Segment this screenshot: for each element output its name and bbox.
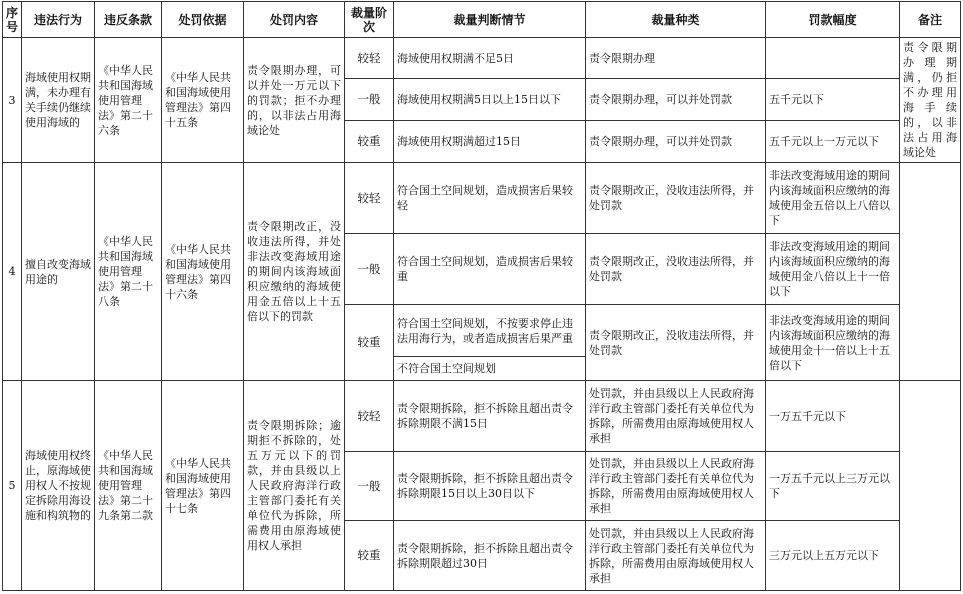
discretion-circumstance: 符合国土空间规划，造成损害后果较重 (394, 234, 586, 305)
header-circumstance: 裁量判断情节 (394, 2, 586, 38)
header-behavior: 违法行为 (22, 2, 95, 38)
discretion-circumstance: 符合国土空间规划，造成损害后果较轻 (394, 163, 586, 234)
discretion-kind: 责令限期办理，可以并处罚款 (586, 79, 766, 120)
discretion-kind: 处罚款，并由县级以上人民政府海洋行政主管部门委托有关单位代为拆除，所需费用由原海域使用权人承担 (586, 521, 766, 591)
row-number: 5 (3, 381, 22, 591)
discretion-level: 较重 (345, 305, 394, 381)
remark: 责令限期办理期满，仍拒不办理用海手续的，以非法占用海域论处 (900, 38, 961, 163)
violation-behavior: 海域使用权终止，原海域使用权人不按规定拆除用海设施和构筑物的 (22, 381, 95, 591)
penalty-content: 责令限期办理，可以并处一万元以下的罚款；拒不办理的，以非法占用海域论处 (244, 38, 345, 163)
discretion-level: 较轻 (345, 381, 394, 452)
penalty-basis: 《中华人民共和国海域使用管理法》第四十六条 (162, 163, 244, 381)
row-number: 4 (3, 163, 22, 381)
discretion-kind: 责令限期办理 (586, 38, 766, 79)
penalty-discretion-table (2, 1, 961, 591)
discretion-level: 一般 (345, 234, 394, 305)
discretion-kind: 处罚款，并由县级以上人民政府海洋行政主管部门委托有关单位代为拆除，所需费用由原海域使用权人承担 (586, 381, 766, 452)
fine-range: 非法改变海域用途的期间内该海域面积应缴纳的海域使用金十一倍以上十五倍以下 (766, 305, 900, 381)
discretion-kind: 责令限期改正，没收违法所得，并处罚款 (586, 234, 766, 305)
violated-clause: 《中华人民共和国海域使用管理法》第二十八条 (95, 163, 162, 381)
header-note: 备注 (900, 2, 961, 38)
fine-range: 一万五千元以上三万元以下 (766, 452, 900, 521)
penalty-basis: 《中华人民共和国海域使用管理法》第四十五条 (162, 38, 244, 163)
penalty-basis: 《中华人民共和国海域使用管理法》第四十七条 (162, 381, 244, 591)
header-basis: 处罚依据 (162, 2, 244, 38)
discretion-level: 较轻 (345, 38, 394, 79)
violated-clause: 《中华人民共和国海域使用管理法》第二十六条 (95, 38, 162, 163)
discretion-kind: 处罚款，并由县级以上人民政府海洋行政主管部门委托有关单位代为拆除，所需费用由原海域使用权人承担 (586, 452, 766, 521)
fine-range: 五千元以上一万元以下 (766, 120, 900, 162)
table-row (3, 38, 961, 79)
violation-behavior: 擅自改变海域用途的 (22, 163, 95, 381)
fine-range: 五千元以下 (766, 79, 900, 120)
header-level: 裁量阶次 (345, 2, 394, 38)
header-kind: 裁量种类 (586, 2, 766, 38)
header-content: 处罚内容 (244, 2, 345, 38)
table-row (3, 163, 961, 234)
remark (900, 163, 961, 381)
discretion-circumstance: 责令限期拆除，拒不拆除且超出责令拆除期限15日以上30日以下 (394, 452, 586, 521)
fine-range: 非法改变海域用途的期间内该海域面积应缴纳的海域使用金五倍以上八倍以下 (766, 163, 900, 234)
discretion-kind: 责令限期办理，可以并处罚款 (586, 120, 766, 162)
table-row (3, 381, 961, 452)
discretion-circumstance: 责令限期拆除，拒不拆除且超出责令拆除期限不满15日 (394, 381, 586, 452)
fine-range (766, 38, 900, 79)
remark (900, 381, 961, 591)
discretion-level: 一般 (345, 79, 394, 120)
fine-range: 三万元以上五万元以下 (766, 521, 900, 591)
discretion-circumstance: 海域使用权期满5日以上15日以下 (394, 79, 586, 120)
discretion-level: 一般 (345, 452, 394, 521)
fine-range: 非法改变海域用途的期间内该海域面积应缴纳的海域使用金八倍以上十一倍以下 (766, 234, 900, 305)
violated-clause: 《中华人民共和国海域使用管理法》第二十九条第二款 (95, 381, 162, 591)
discretion-circumstance: 海域使用权期满超过15日 (394, 120, 586, 162)
discretion-circumstance: 海域使用权期满不足5日 (394, 38, 586, 79)
discretion-kind: 责令限期改正，没收违法所得，并处罚款 (586, 163, 766, 234)
discretion-level: 较轻 (345, 163, 394, 234)
discretion-level: 较重 (345, 120, 394, 162)
discretion-circumstance: 符合国土空间规划，不按要求停止违法用海行为，或者造成损害后果严重 (394, 305, 586, 357)
header-no: 序号 (3, 2, 22, 38)
fine-range: 一万五千元以下 (766, 381, 900, 452)
discretion-level: 较重 (345, 521, 394, 591)
header-fine: 罚款幅度 (766, 2, 900, 38)
discretion-kind: 责令限期改正，没收违法所得，并处罚款 (586, 305, 766, 381)
discretion-circumstance: 责令限期拆除，拒不拆除且超出责令拆除期限超过30日 (394, 521, 586, 591)
penalty-content: 责令限期拆除；逾期拒不拆除的，处五万元以下的罚款，并由县级以上人民政府海洋行政主管部门委托有关单位代为拆除，所需费用由原海域使用权人承担 (244, 381, 345, 591)
discretion-circumstance: 不符合国土空间规划 (394, 357, 586, 381)
penalty-content: 责令限期改正，没收违法所得，并处非法改变海域用途的期间内该海域面积应缴纳的海域使用金五倍以上十五倍以下的罚款 (244, 163, 345, 381)
header-row (3, 2, 961, 38)
row-number: 3 (3, 38, 22, 163)
violation-behavior: 海域使用权期满，未办理有关手续仍继续使用海域的 (22, 38, 95, 163)
header-clause: 违反条款 (95, 2, 162, 38)
